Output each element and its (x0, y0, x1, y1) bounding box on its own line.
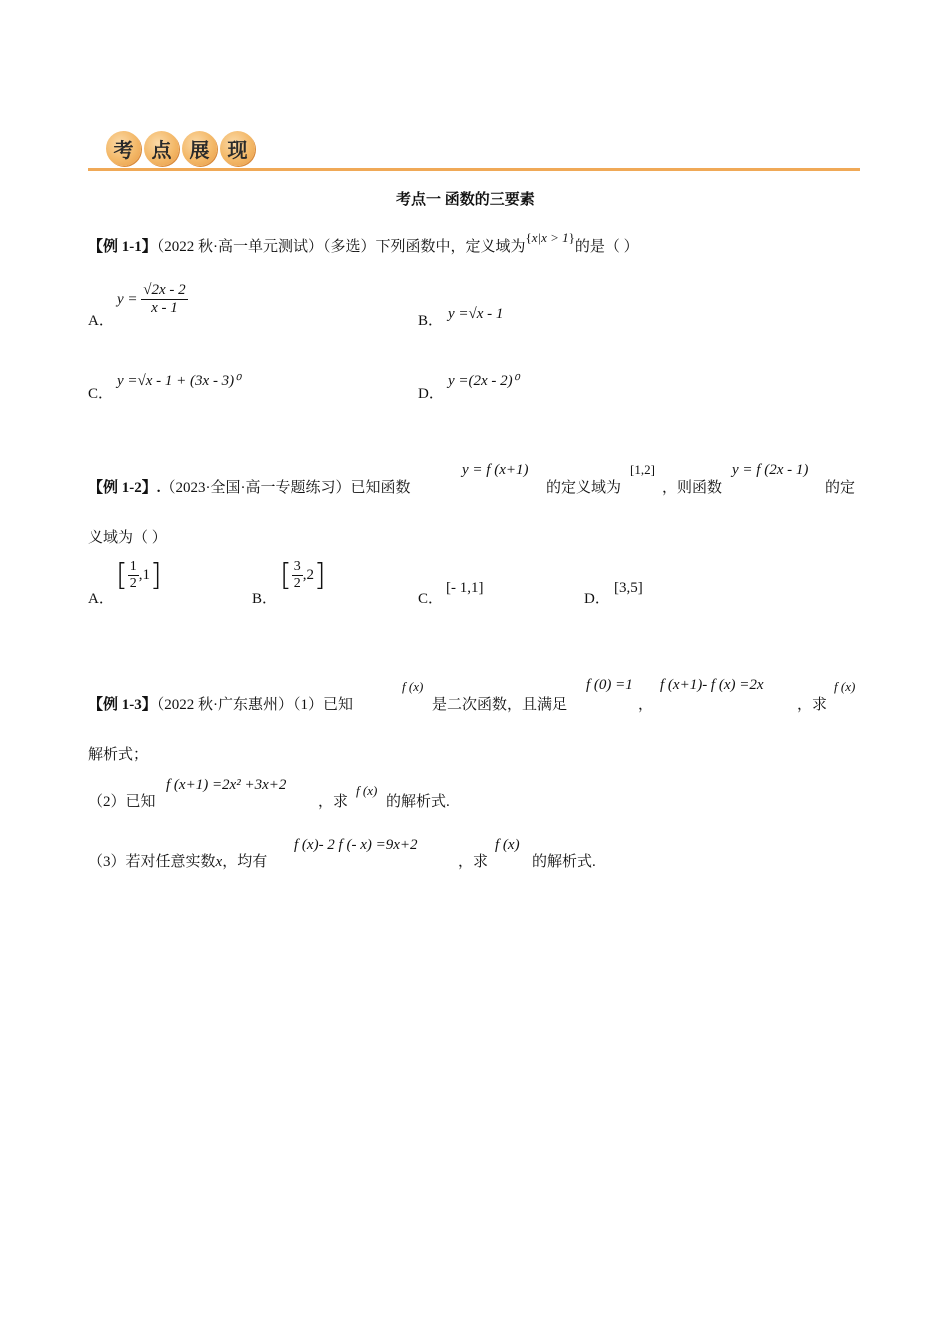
banner-char: 现 (220, 131, 255, 166)
part-2-label: （2）已知 (88, 794, 156, 810)
section-banner (106, 131, 255, 167)
part-3-tail: 的解析式. (532, 854, 596, 870)
option-b: B． (252, 591, 278, 607)
text-domain: 的定义域为 (546, 480, 622, 496)
example-tag: 【例 1-1】 (88, 239, 157, 255)
option-c-expr: [- 1,1] (446, 580, 484, 596)
part-3-label: （3）若对任意实数x，均有 (88, 854, 268, 870)
option-c: C． (418, 591, 444, 607)
fx-2: f (x) (834, 679, 856, 694)
text-then-function: ，则函数 (662, 480, 723, 496)
text-tail: 的定 (825, 480, 856, 496)
option-a-expr: y = $\frac{√2x - 2}{x - 1}$ (117, 282, 186, 317)
text-line2: 义域为（ ） (88, 530, 167, 546)
comma: ， (638, 697, 654, 713)
option-a-expr: [ $\frac{1}{2}$ ,1] (116, 558, 162, 593)
part-2-fx: f (x) (356, 783, 378, 798)
example-1-3-stem: 【例 1-3】（2022 秋·广东惠州）（1）已知 (88, 697, 353, 713)
example-1-2-stem: 【例 1-2】.（2023·全国·高一专题练习）已知函数 (88, 480, 411, 496)
example-tag: 【例 1-3】 (88, 697, 157, 713)
part-3-equation: f (x)- 2 f (- x) =9x+2 (294, 837, 418, 853)
banner-divider (88, 168, 860, 171)
banner-char: 展 (182, 131, 217, 166)
domain-1: [1,2] (630, 462, 655, 477)
option-d-expr: [3,5] (614, 580, 643, 596)
option-d-expr: y =(2x - 2)⁰ (448, 373, 519, 389)
text-quadratic: 是二次函数，且满足 (432, 697, 568, 713)
part-3-fx: f (x) (495, 837, 520, 853)
condition-2: f (x+1)- f (x) =2x (660, 677, 764, 693)
option-a: A． (88, 591, 114, 607)
condition-1: f (0) =1 (586, 677, 633, 693)
option-b-expr: [ $\frac{3}{2}$ ,2] (280, 558, 326, 593)
example-tail: 的是（ ） (574, 239, 639, 255)
option-a: A． (88, 313, 114, 329)
part-3-find: ，求 (458, 854, 489, 870)
part-2-find: ，求 (318, 794, 349, 810)
domain-set: {x|x > 1} (525, 230, 575, 245)
option-c-expr: y =√x - 1 + (3x - 3)⁰ (117, 373, 241, 389)
text-analytic: 解析式； (88, 747, 149, 763)
banner-char: 点 (144, 131, 179, 166)
text-find: ，求 (797, 697, 828, 713)
option-d: D． (418, 386, 444, 402)
banner-char: 考 (106, 131, 141, 166)
example-source: （2022 秋·高一单元测试）（多选）下列函数中，定义域为 (156, 239, 526, 255)
option-b: B． (418, 313, 444, 329)
part-2-equation: f (x+1) =2x² +3x+2 (166, 777, 287, 793)
function-1: y = f (x+1) (462, 462, 529, 478)
option-d: D． (584, 591, 610, 607)
fx-1: f (x) (402, 679, 424, 694)
section-title: 考点一 函数的三要素 (396, 192, 535, 208)
example-1-1-stem (88, 230, 639, 256)
example-tag: 【例 1-2】. (88, 480, 161, 496)
part-2-tail: 的解析式. (386, 794, 450, 810)
function-2: y = f (2x - 1) (732, 462, 809, 478)
option-b-expr: y =√x - 1 (448, 306, 504, 322)
option-c: C． (88, 386, 114, 402)
